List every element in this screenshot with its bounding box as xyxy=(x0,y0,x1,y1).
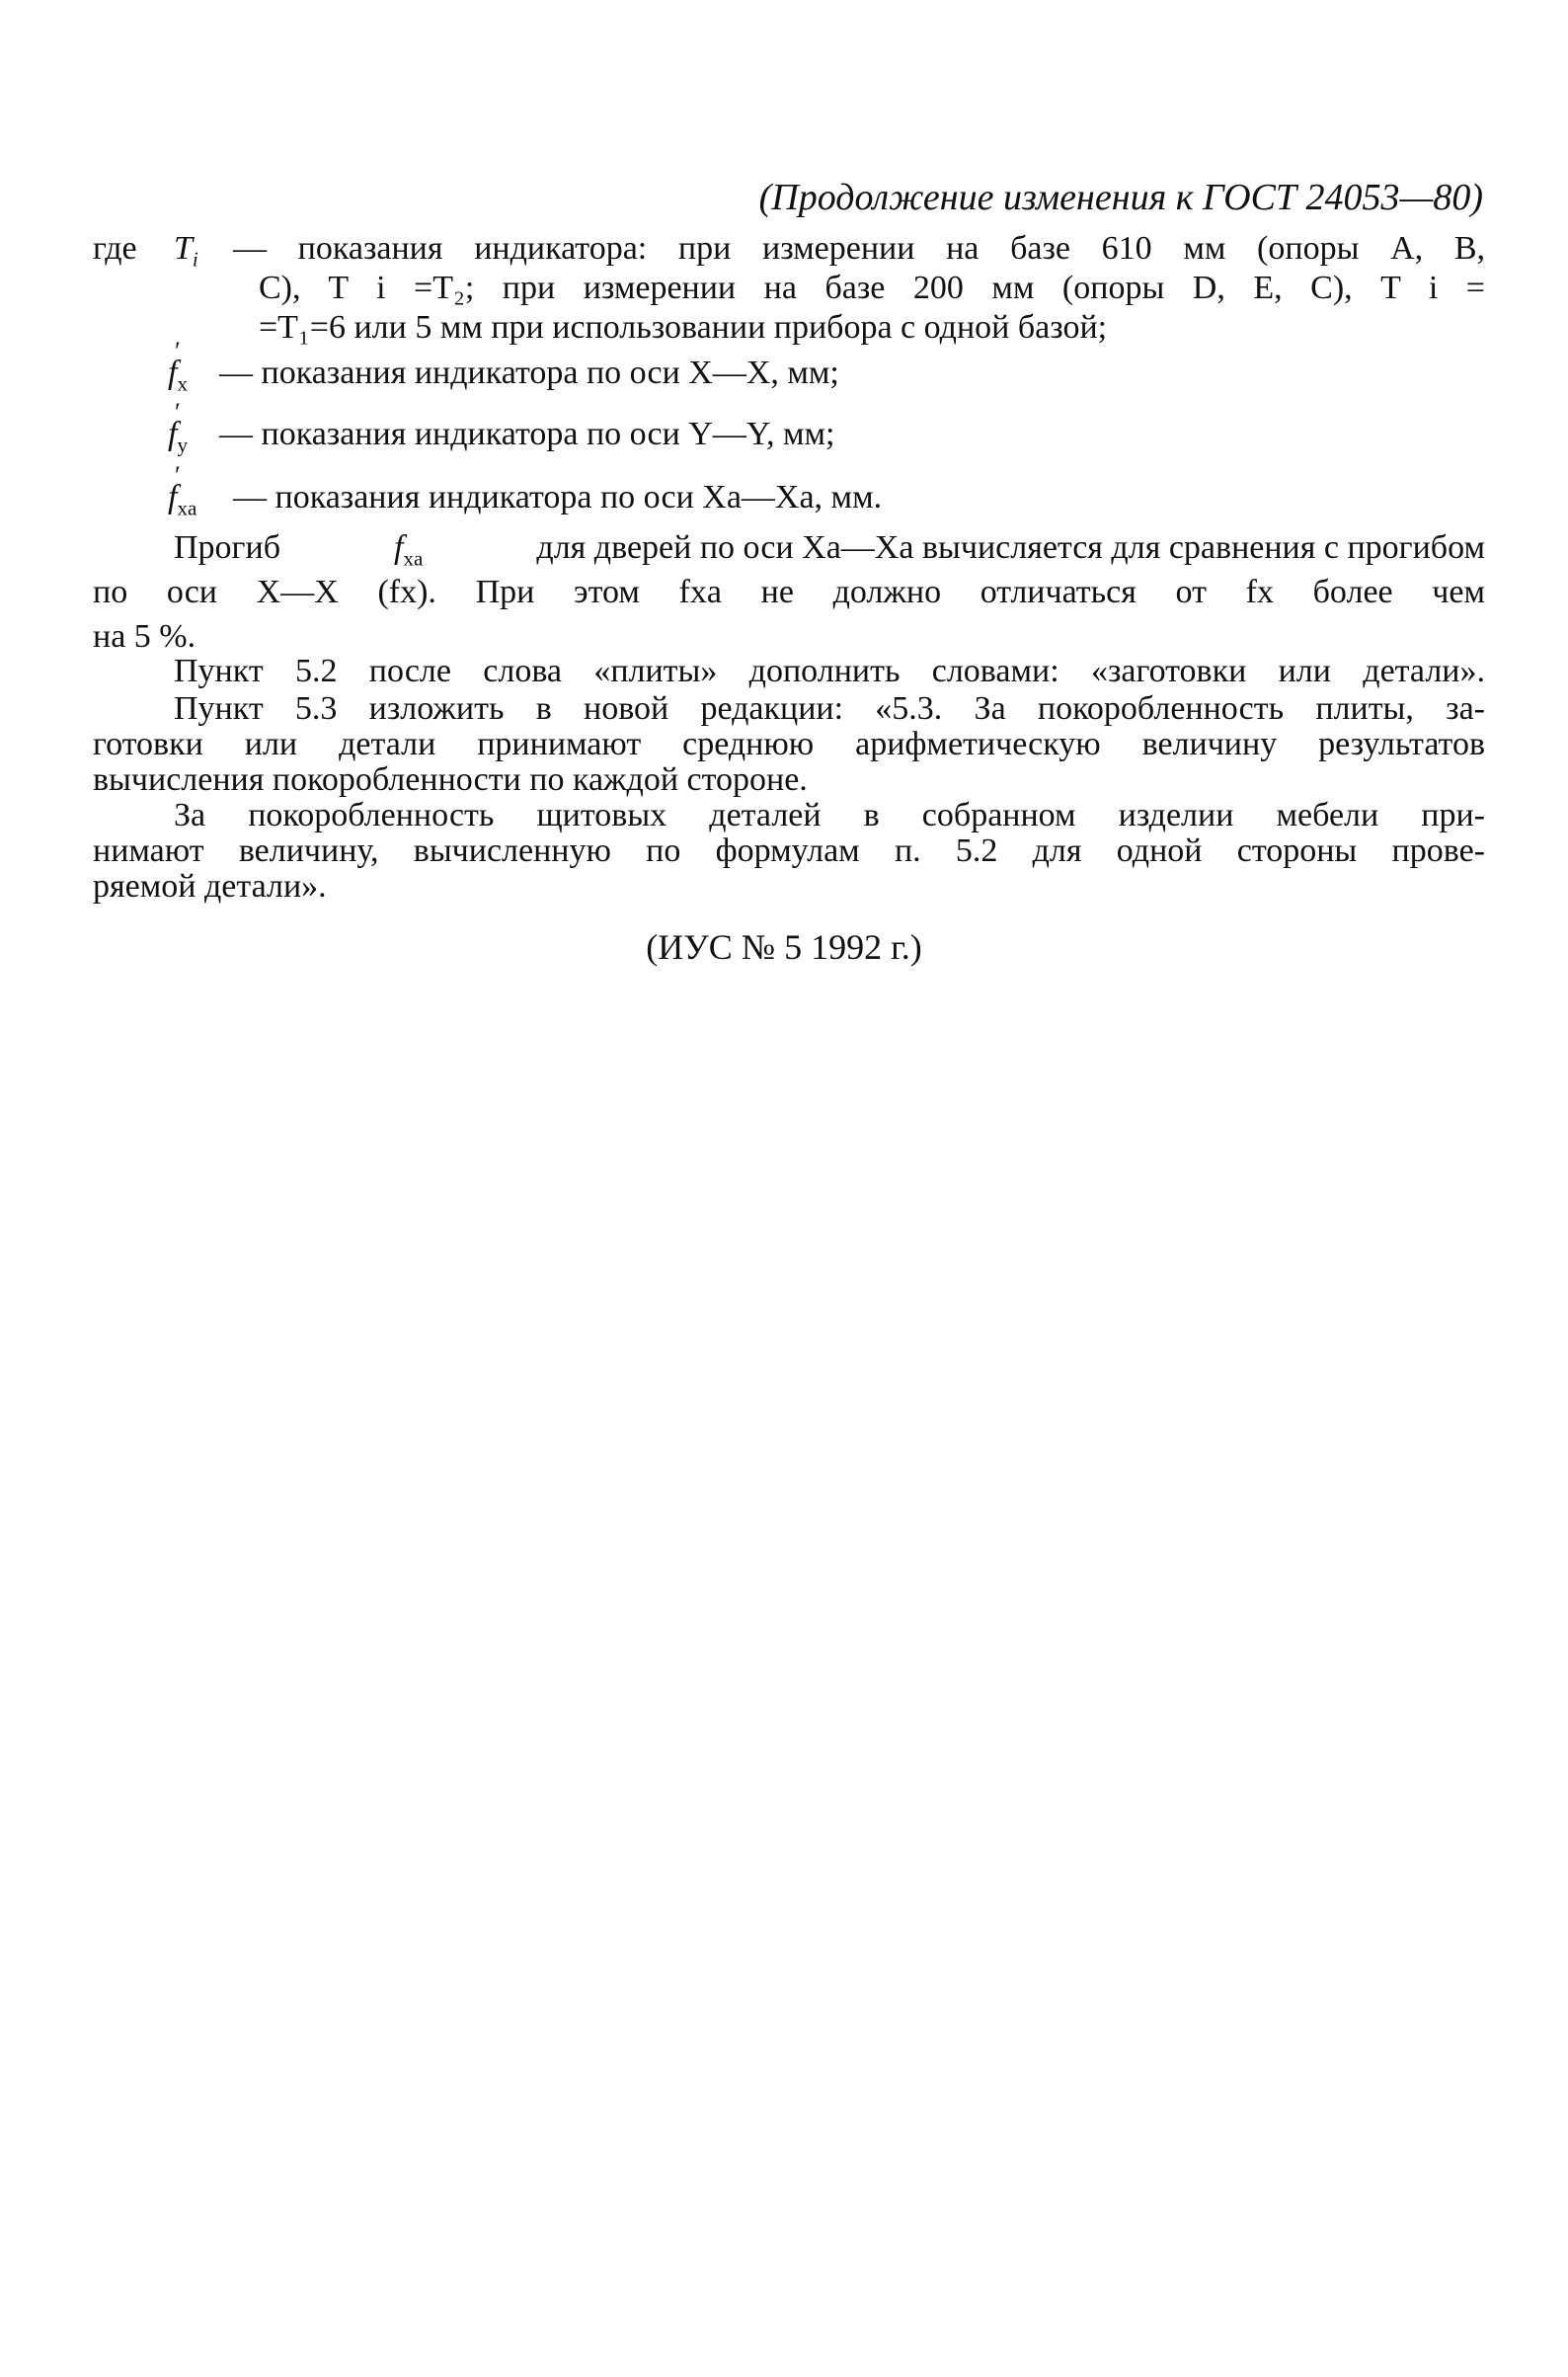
warp-line1: За покоробленность щитовых деталей в собранном изделии мебели при- xyxy=(174,797,1485,833)
warp-line2: нимают величину, вычисленную по формулам п. 5.2 для одной стороны прове- xyxy=(93,832,1485,869)
item-5-2: Пункт 5.2 после слова «плиты» дополнить словами: «заготовки или детали». xyxy=(174,653,1485,689)
deflection-line2: по оси X—X (fx). При этом fxa не должно отличаться от fx более чем xyxy=(93,574,1485,610)
fxa-symbol: f ′ xyxy=(168,478,177,517)
t-subscript: i xyxy=(192,247,198,272)
fy-symbol: f ′ xyxy=(168,415,177,454)
legend-t-line1: — показания индикатора: при измерении на базе 610 мм (опоры A, B, xyxy=(233,230,1485,267)
t-symbol: T xyxy=(174,230,193,267)
source-citation: (ИУС № 5 1992 г.) xyxy=(646,927,922,967)
item-5-3-line2: готовки или детали принимают среднюю арифметическую величину результатов xyxy=(93,726,1485,762)
warp-line3: ряемой детали». xyxy=(93,868,327,905)
deflection-word: Прогиб xyxy=(174,529,280,566)
legend-where-label xyxy=(93,229,137,269)
item-5-3-line1: Пункт 5.3 изложить в новой редакции: «5.3. За покоробленность плиты, за- xyxy=(174,690,1485,727)
fxa-subscript: xa xyxy=(177,496,197,520)
page-header: (Продолжение изменения к ГОСТ 24053—80) xyxy=(758,177,1483,218)
legend-t-line2: C), T i =T₂; при измерении на базе 200 мм (опоры D, E, C), T i = xyxy=(259,270,1485,306)
deflection-line3: на 5 %. xyxy=(93,618,196,655)
deflection-f-subscript: xa xyxy=(403,546,424,571)
legend-fxa-text: — показания индикатора по оси Xa—Xa, мм. xyxy=(233,479,883,515)
legend-t-line3: =T₁=6 или 5 мм при использовании прибора с одной базой; xyxy=(259,309,1108,346)
deflection-symbol xyxy=(394,528,423,578)
legend-fx-text: — показания индикатора по оси X—X, мм; xyxy=(219,355,839,391)
deflection-rest: для дверей по оси Xa—Xa вычисляется для сравнения с прогибом xyxy=(536,529,1485,566)
legend-fy-text: — показания индикатора по оси Y—Y, мм; xyxy=(219,416,835,452)
fx-symbol: f ′ xyxy=(168,354,177,393)
fy-subscript: y xyxy=(177,433,188,457)
deflection-f-symbol: f xyxy=(394,529,404,566)
legend-t-symbol xyxy=(174,229,198,278)
item-5-3-line3: вычисления покоробленности по каждой стороне. xyxy=(93,761,808,798)
fx-subscript: x xyxy=(177,371,188,396)
where-word: где xyxy=(93,230,137,267)
legend-fxa-symbol xyxy=(168,478,196,527)
deflection-line1 xyxy=(174,528,1485,578)
